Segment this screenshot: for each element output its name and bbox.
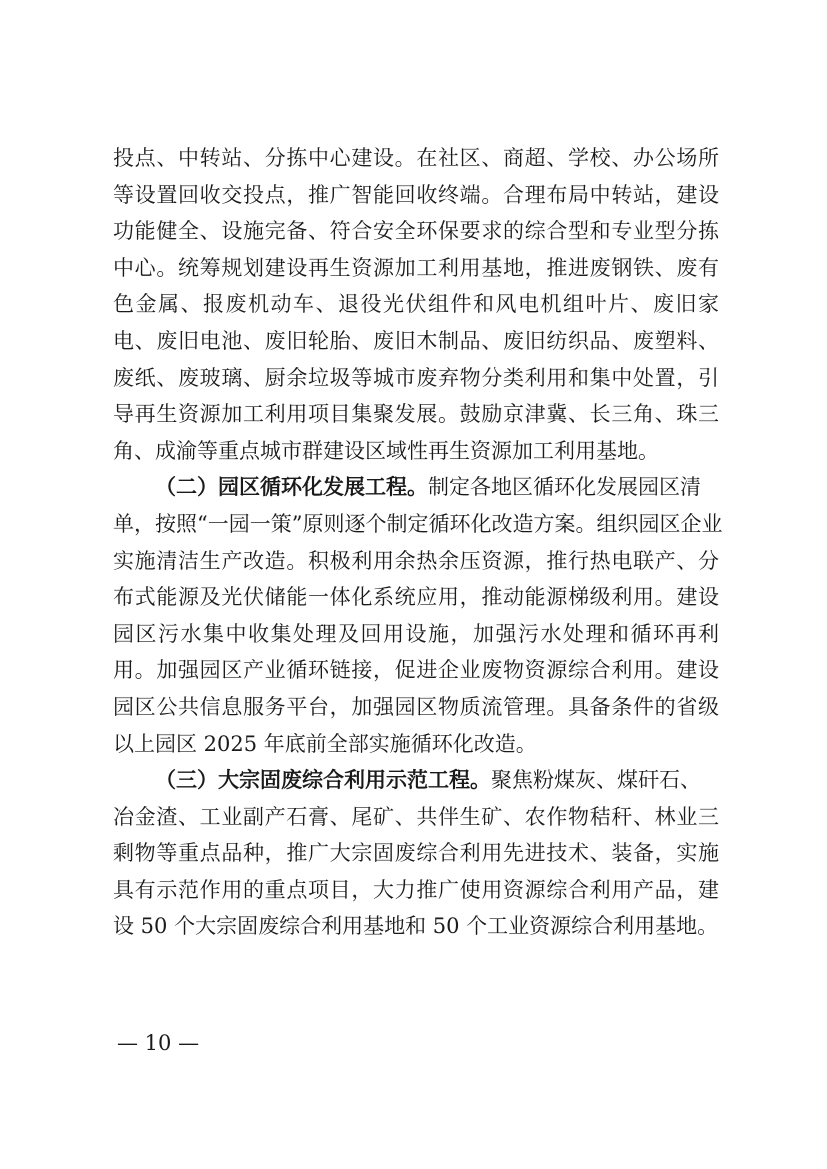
text-line: 色金属、报废机动车、退役光伏组件和风电机组叶片、废旧家 [113, 292, 719, 317]
paragraph-text: 聚焦粉煤灰、煤矸石、 [491, 768, 701, 793]
text-line: 中心。统筹规划建设再生资源加工利用基地，推进废钢铁、废有 [113, 255, 719, 280]
page-number: — 10 — [117, 1031, 200, 1055]
paragraph-first-line [113, 469, 719, 506]
text-line: 剩物等重点品种，推广大宗固废综合利用先进技术、装备，实施 [113, 841, 719, 866]
text-line: 设 50 个大宗固废综合利用基地和 50 个工业资源综合利用基地。 [113, 914, 719, 939]
paragraph-first-line [113, 762, 719, 799]
section-heading: （三）大宗固废综合利用示范工程。 [155, 767, 491, 793]
text-line: 等设置回收交投点，推广智能回收终端。合理布局中转站，建设 [113, 182, 719, 207]
text-line: 用。加强园区产业循环链接，促进企业废物资源综合利用。建设 [113, 658, 719, 683]
text-line: 园区公共信息服务平台，加强园区物质流管理。具备条件的省级 [113, 694, 719, 719]
text-line: 以上园区 2025 年底前全部实施循环化改造。 [113, 731, 537, 756]
text-line: 投点、中转站、分拣中心建设。在社区、商超、学校、办公场所 [113, 146, 719, 170]
text-line: 具有示范作用的重点项目，大力推广使用资源综合利用产品，建 [113, 877, 719, 902]
text-line: 单，按照“一园一策”原则逐个制定循环化改造方案。组织园区企业 [113, 511, 723, 536]
text-line: 冶金渣、工业副产石膏、尾矿、共伴生矿、农作物秸秆、林业三 [113, 804, 719, 829]
text-line: 园区污水集中收集处理及回用设施，加强污水处理和循环再利 [113, 621, 719, 646]
body-text [113, 140, 723, 945]
paragraph-text: 制定各地区循环化发展园区清 [428, 475, 701, 500]
text-line: 实施清洁生产改造。积极利用余热余压资源，推行热电联产、分 [113, 548, 719, 573]
text-line: 角、成渝等重点城市群建设区域性再生资源加工利用基地。 [113, 438, 659, 463]
text-line: 布式能源及光伏储能一体化系统应用，推动能源梯级利用。建设 [113, 585, 719, 610]
text-line: 功能健全、设施完备、符合安全环保要求的综合型和专业型分拣 [113, 219, 719, 244]
text-line: 电、废旧电池、废旧轮胎、废旧木制品、废旧纺织品、废塑料、 [113, 328, 719, 353]
text-line: 废纸、废玻璃、厨余垃圾等城市废弃物分类利用和集中处置，引 [113, 365, 719, 390]
text-line: 导再生资源加工利用项目集聚发展。鼓励京津冀、长三角、珠三 [113, 402, 719, 427]
section-heading: （二）园区循环化发展工程。 [155, 474, 428, 500]
